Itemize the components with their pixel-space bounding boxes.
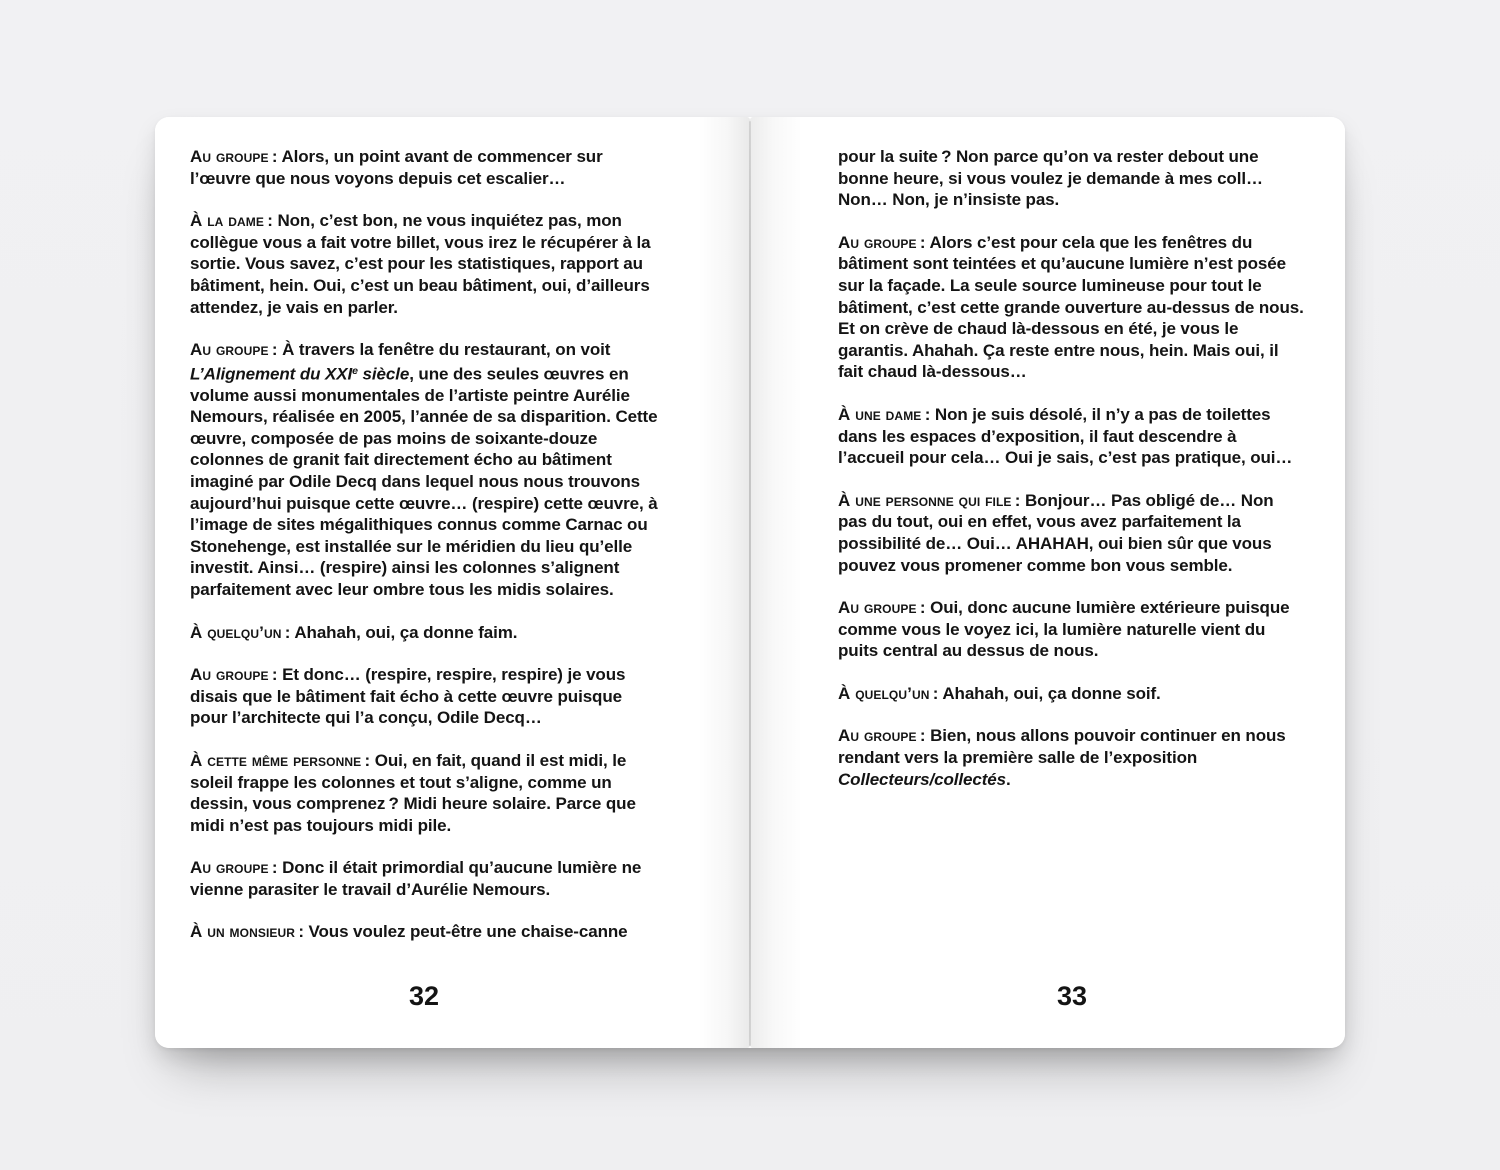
speaker-separator: : <box>361 750 375 770</box>
speaker-label: À la dame <box>190 211 264 231</box>
dialogue-text: Bien, nous allons pouvoir continuer en nous rendant vers la première salle de l’exposition <box>838 726 1286 768</box>
speaker-separator: : <box>268 340 283 360</box>
speaker-label: À un monsieur <box>190 922 296 942</box>
speaker-label: Au groupe <box>190 147 269 166</box>
speaker-label: À cette même personne <box>190 750 362 770</box>
dialogue-paragraph <box>190 921 658 943</box>
dialogue-text: Donc il était primordial qu’aucune lumière ne vienne parasiter le travail d’Aurélie Nemours. <box>190 858 642 899</box>
speaker-label: Au groupe <box>190 665 269 685</box>
book-spine <box>749 121 751 1046</box>
dialogue-text: pour la suite ? Non parce qu’on va rester debout une bonne heure, si vous voulez je demande à mes coll… Non… Non, je n’insiste pas. <box>838 147 1263 210</box>
speaker-separator: : <box>1011 490 1025 510</box>
dialogue-text: Ahahah, oui, ça donne soif. <box>942 683 1161 703</box>
speaker-separator: : <box>295 922 309 942</box>
speaker-label: Au groupe <box>190 340 269 360</box>
dialogue-text: Non, c’est bon, ne vous inquiétez pas, mon collègue vous a fait votre billet, vous irez le récupérer à la sortie. Vous savez, c’est pour les statistiques, rapport au bâtiment, hein. Oui, c’est un beau bâtiment, oui, d’ailleurs attendez, je vais en parler. <box>190 211 651 317</box>
speaker-separator: : <box>916 726 931 746</box>
dialogue-paragraph <box>838 725 1306 790</box>
speaker-separator: : <box>921 404 935 424</box>
dialogue-paragraph <box>190 750 658 836</box>
speaker-separator: : <box>281 622 295 642</box>
page-right[interactable] <box>750 117 1345 1048</box>
page-number-left: 32 <box>408 981 440 1011</box>
dialogue-text: Bonjour… Pas obligé de… Non pas du tout, oui en effet, vous avez parfaitement la possibilité de… Oui… AHAHAH, oui bien sûr que vous pouvez vous promener comme bon vous semble. <box>838 490 1274 575</box>
dialogue-text: e <box>352 364 358 377</box>
dialogue-text: Alors c’est pour cela que les fenêtres du bâtiment sont teintées et qu’aucune lumière n’est posée sur la façade. La seule source lumineuse pour tout le bâtiment, c’est cette grande ouverture au-dessus de nous. Et on crève de chaud là-dessous en été, je vous le garantis. Ahahah. Ça reste entre nous, hein. Mais oui, il fait chaud là-dessous… <box>838 232 1304 382</box>
dialogue-paragraph <box>190 339 658 600</box>
dialogue-text: Alors, un point avant de commencer sur l’œuvre que nous voyons depuis cet escalier… <box>190 147 603 188</box>
dialogue-text: À travers la fenêtre du restaurant, on voit <box>282 340 611 360</box>
dialogue-paragraph <box>838 490 1306 576</box>
dialogue-text: siècle <box>357 364 410 384</box>
book-spread <box>155 117 1345 1048</box>
dialogue-text: Collecteurs/collectés <box>838 769 1006 789</box>
dialogue-paragraph <box>190 857 658 900</box>
speaker-label: À une dame <box>838 404 922 424</box>
page-left[interactable] <box>155 117 750 1048</box>
speaker-label: Au groupe <box>838 232 917 252</box>
dialogue-paragraph <box>190 622 658 644</box>
speaker-separator: : <box>268 665 283 685</box>
page-left-content <box>190 146 658 943</box>
dialogue-text: Non je suis désolé, il n’y a pas de toilettes dans les espaces d’exposition, il faut descendre à l’accueil pour cela… Oui je sais, c’est pas pratique, oui… <box>838 404 1293 468</box>
speaker-separator: : <box>268 147 282 166</box>
dialogue-paragraph <box>838 597 1306 662</box>
dialogue-text: Oui, en fait, quand il est midi, le soleil frappe les colonnes et tout s’aligne, comme un dessin, vous comprenez ? Midi heure solaire. Parce que midi n’est pas toujours midi pile. <box>190 750 636 835</box>
page-number-right: 33 <box>1056 981 1088 1011</box>
dialogue-text: L’Alignement du XXI <box>190 364 353 384</box>
speaker-label: À quelqu’un <box>838 683 930 703</box>
dialogue-text: . <box>1005 769 1011 789</box>
dialogue-paragraph <box>838 404 1306 469</box>
speaker-label: Au groupe <box>190 858 269 878</box>
dialogue-paragraph <box>190 146 658 189</box>
dialogue-text: , une des seules œuvres en volume aussi monumentales de l’artiste peintre Aurélie Nemours, réalisée en 2005, l’année de sa disparition. Cette œuvre, composée de pas moins de soixante-douze colonnes de granit fait directement écho au bâtiment imaginé par Odile Decq dans lequel nous nous trouvons aujourd’hui puisque cette œuvre… (respire) cette œuvre, à l’image de sites mégalithiques connus comme Carnac ou Stonehenge, est installée sur le méridien du lieu qu’elle investit. Ainsi… (respire) ainsi les colonnes s’alignent parfaitement avec leur ombre tous les midis solaires. <box>190 364 658 599</box>
speaker-separator: : <box>916 598 931 618</box>
dialogue-paragraph <box>838 232 1306 383</box>
speaker-label: Au groupe <box>838 598 917 618</box>
speaker-label: Au groupe <box>838 726 917 746</box>
dialogue-paragraph <box>838 146 1306 211</box>
dialogue-paragraph <box>838 683 1306 705</box>
speaker-separator: : <box>268 858 283 878</box>
dialogue-paragraph <box>190 664 658 729</box>
dialogue-text: Ahahah, oui, ça donne faim. <box>294 622 518 642</box>
dialogue-text: Et donc… (respire, respire, respire) je vous disais que le bâtiment fait écho à cette œuvre puisque pour l’architecte qui l’a conçu, Odile Decq… <box>190 665 626 728</box>
page-right-content <box>838 146 1306 790</box>
speaker-separator: : <box>916 232 930 252</box>
dialogue-paragraph <box>190 210 658 318</box>
dialogue-text: Oui, donc aucune lumière extérieure puisque comme vous le voyez ici, la lumière naturelle vient du puits central au dessus de nous. <box>838 598 1290 661</box>
speaker-separator: : <box>929 683 943 703</box>
speaker-label: À une personne qui file <box>838 490 1012 510</box>
speaker-separator: : <box>263 211 278 231</box>
speaker-label: À quelqu’un <box>190 622 282 642</box>
dialogue-text: Vous voulez peut-être une chaise-canne <box>308 922 628 942</box>
